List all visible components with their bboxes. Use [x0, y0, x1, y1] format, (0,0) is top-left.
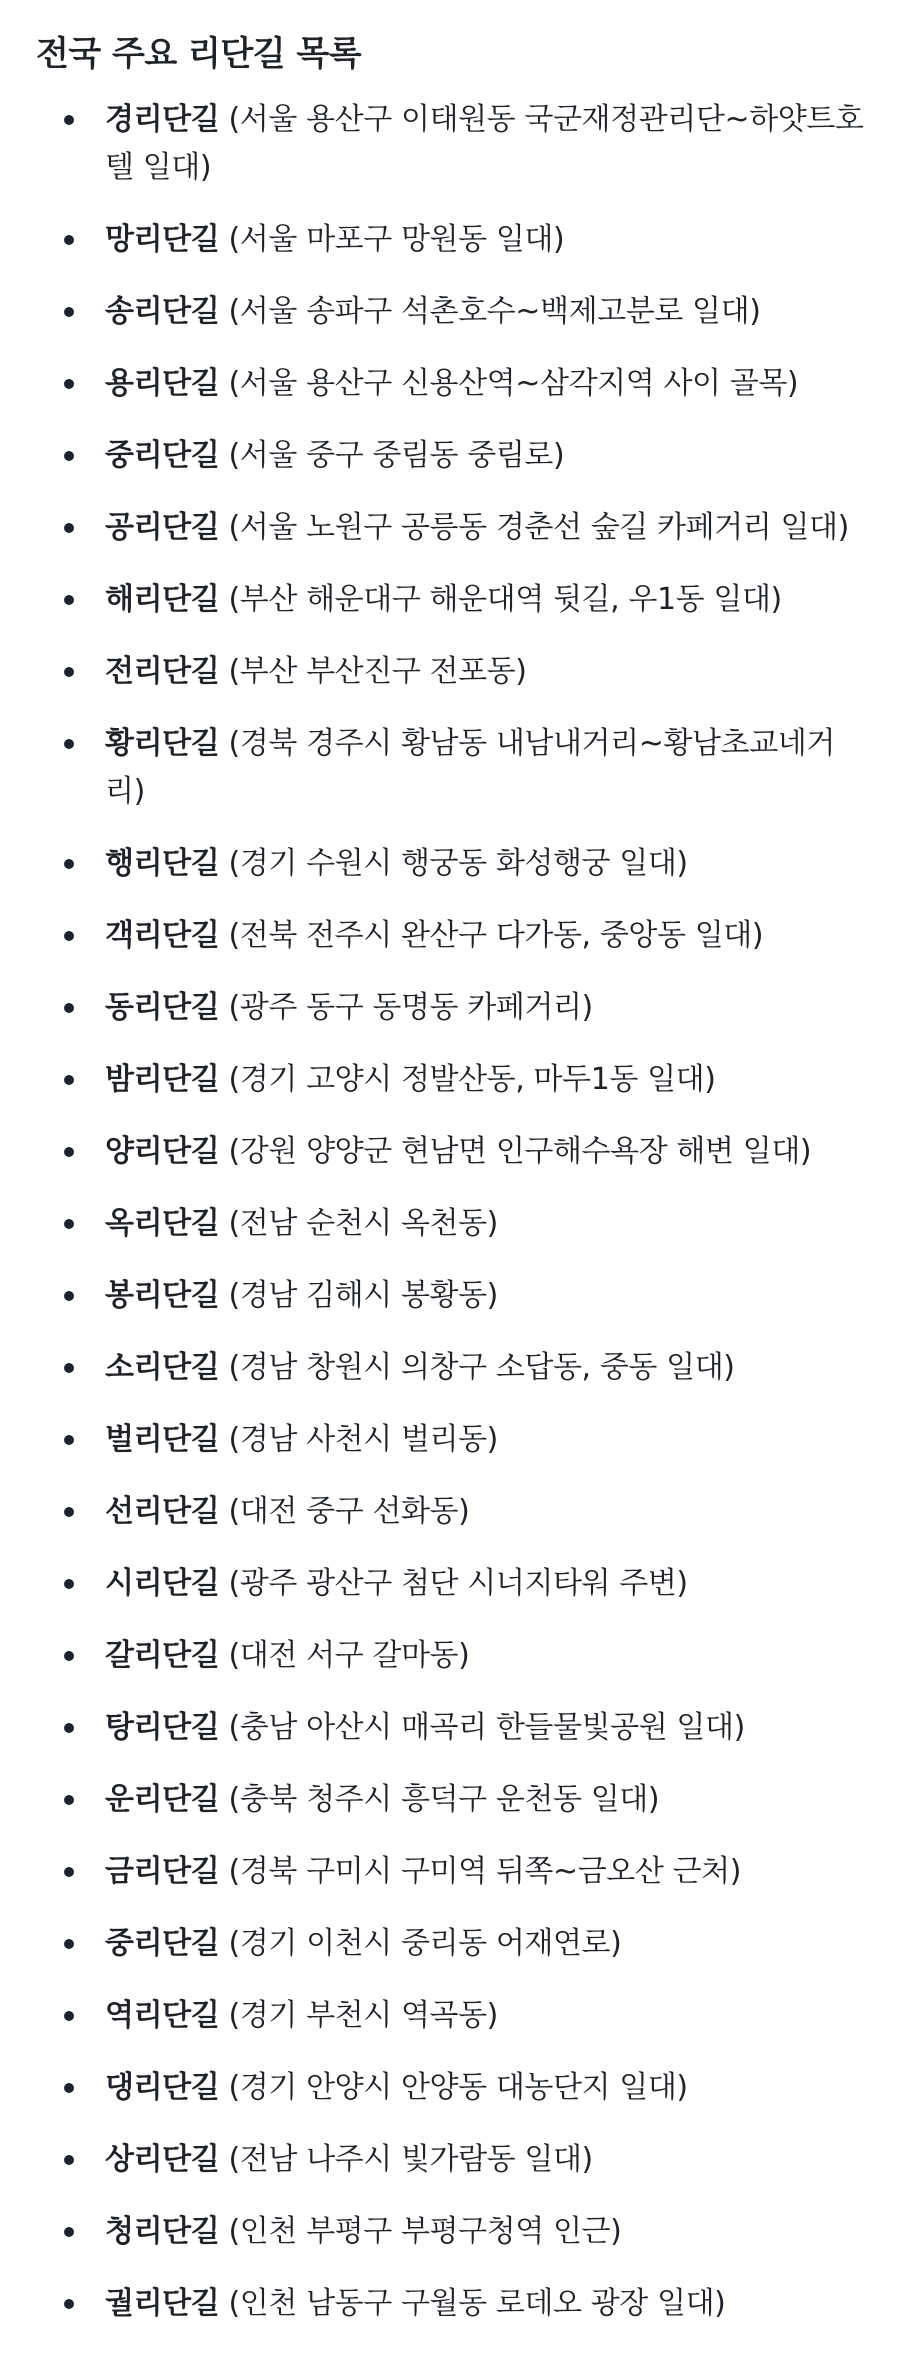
list-item: [36, 1560, 864, 1608]
street-name: 밤리단길: [105, 1062, 220, 1097]
list-item: [36, 1200, 864, 1248]
list-item: [36, 1776, 864, 1824]
list-item: [36, 1416, 864, 1464]
street-name: 궐리단길: [105, 2286, 220, 2321]
street-location: (경북 구미시 구미역 뒤쪽~금오산 근처): [228, 1854, 742, 1889]
street-name: 객리단길: [105, 918, 220, 953]
street-location: (전남 순천시 옥천동): [228, 1206, 498, 1241]
bullet-icon: [64, 2227, 74, 2237]
street-name: 해리단길: [105, 582, 220, 617]
bullet-icon: [64, 1795, 74, 1805]
street-name: 댕리단길: [105, 2070, 220, 2105]
street-location: (충북 청주시 흥덕구 운천동 일대): [228, 1782, 660, 1817]
street-name: 동리단길: [105, 990, 220, 1025]
street-name: 망리단길: [105, 222, 220, 257]
bullet-icon: [64, 739, 74, 749]
bullet-icon: [64, 1075, 74, 1085]
bullet-icon: [64, 2011, 74, 2021]
bullet-icon: [64, 451, 74, 461]
street-location: (부산 부산진구 전포동): [228, 654, 527, 689]
street-location: (경기 수원시 행궁동 화성행궁 일대): [228, 846, 688, 881]
bullet-icon: [64, 1003, 74, 1013]
street-name: 용리단길: [105, 366, 220, 401]
street-location: (경남 창원시 의창구 소답동, 중동 일대): [228, 1350, 735, 1385]
street-location: (서울 중구 중림동 중림로): [228, 438, 565, 473]
street-location: (경기 안양시 안양동 대농단지 일대): [228, 2070, 688, 2105]
street-name: 운리단길: [105, 1782, 220, 1817]
bullet-icon: [64, 1219, 74, 1229]
street-location: (경북 경주시 황남동 내남내거리~황남초교네거리): [105, 726, 835, 809]
list-item: [36, 360, 864, 408]
list-item: [36, 720, 864, 816]
bullet-icon: [64, 115, 74, 125]
street-name: 갈리단길: [105, 1638, 220, 1673]
bullet-icon: [64, 667, 74, 677]
street-name: 역리단길: [105, 1998, 220, 2033]
list-item: [36, 2136, 864, 2184]
list-item: [36, 1128, 864, 1176]
list-item: [36, 216, 864, 264]
list-item: [36, 432, 864, 480]
bullet-icon: [64, 931, 74, 941]
bullet-icon: [64, 523, 74, 533]
street-name: 벌리단길: [105, 1422, 220, 1457]
bullet-icon: [64, 1939, 74, 1949]
bullet-icon: [64, 235, 74, 245]
list-item: [36, 504, 864, 552]
list-item: [36, 1992, 864, 2040]
street-name: 선리단길: [105, 1494, 220, 1529]
bullet-icon: [64, 379, 74, 389]
list-item: [36, 984, 864, 1032]
street-location: (전북 전주시 완산구 다가동, 중앙동 일대): [228, 918, 764, 953]
list-item: [36, 288, 864, 336]
list-item: [36, 576, 864, 624]
list-item: [36, 1272, 864, 1320]
list-item: [36, 2064, 864, 2112]
street-location: (강원 양양군 현남면 인구해수욕장 해변 일대): [228, 1134, 812, 1169]
street-location: (대전 서구 갈마동): [228, 1638, 470, 1673]
bullet-icon: [64, 595, 74, 605]
bullet-icon: [64, 2299, 74, 2309]
bullet-icon: [64, 1723, 74, 1733]
street-location: (인천 부평구 부평구청역 인근): [228, 2214, 622, 2249]
street-location: (광주 동구 동명동 카페거리): [228, 990, 593, 1025]
list-item: [36, 1056, 864, 1104]
bullet-icon: [64, 1651, 74, 1661]
list-item: [36, 1848, 864, 1896]
street-name: 공리단길: [105, 510, 220, 545]
street-name: 탕리단길: [105, 1710, 220, 1745]
street-location: (충남 아산시 매곡리 한들물빛공원 일대): [228, 1710, 745, 1745]
street-location: (서울 노원구 공릉동 경춘선 숲길 카페거리 일대): [228, 510, 849, 545]
list-item: [36, 1920, 864, 1968]
street-location: (서울 용산구 신용산역~삼각지역 사이 골목): [228, 366, 799, 401]
bullet-icon: [64, 307, 74, 317]
street-location: (대전 중구 선화동): [228, 1494, 470, 1529]
street-location: (서울 용산구 이태원동 국군재정관리단~하얏트호텔 일대): [105, 102, 864, 185]
street-name: 상리단길: [105, 2142, 220, 2177]
street-name: 양리단길: [105, 1134, 220, 1169]
street-list: [36, 96, 864, 2328]
bullet-icon: [64, 1363, 74, 1373]
list-item: [36, 2280, 864, 2328]
street-name: 중리단길: [105, 1926, 220, 1961]
street-location: (경기 이천시 중리동 어재연로): [228, 1926, 622, 1961]
street-location: (서울 송파구 석촌호수~백제고분로 일대): [228, 294, 761, 329]
list-item: [36, 912, 864, 960]
list-item: [36, 1632, 864, 1680]
street-name: 경리단길: [105, 102, 220, 137]
bullet-icon: [64, 1507, 74, 1517]
street-location: (경기 부천시 역곡동): [228, 1998, 498, 2033]
street-location: (인천 남동구 구월동 로데오 광장 일대): [228, 2286, 726, 2321]
list-item: [36, 840, 864, 888]
page-title: 전국 주요 리단길 목록: [36, 34, 362, 74]
street-name: 소리단길: [105, 1350, 220, 1385]
street-name: 중리단길: [105, 438, 220, 473]
street-name: 전리단길: [105, 654, 220, 689]
street-name: 황리단길: [105, 726, 220, 761]
street-name: 금리단길: [105, 1854, 220, 1889]
list-item: [36, 1488, 864, 1536]
street-location: (광주 광산구 첨단 시너지타워 주변): [228, 1566, 688, 1601]
street-location: (전남 나주시 빛가람동 일대): [228, 2142, 593, 2177]
street-name: 송리단길: [105, 294, 220, 329]
street-name: 옥리단길: [105, 1206, 220, 1241]
bullet-icon: [64, 1291, 74, 1301]
street-name: 행리단길: [105, 846, 220, 881]
street-location: (서울 마포구 망원동 일대): [228, 222, 565, 257]
list-item: [36, 1344, 864, 1392]
list-item: [36, 1704, 864, 1752]
street-name: 봉리단길: [105, 1278, 220, 1313]
bullet-icon: [64, 1867, 74, 1877]
street-location: (경기 고양시 정발산동, 마두1동 일대): [228, 1062, 716, 1097]
bullet-icon: [64, 2155, 74, 2165]
list-item: [36, 2208, 864, 2256]
bullet-icon: [64, 2083, 74, 2093]
street-location: (경남 김해시 봉황동): [228, 1278, 498, 1313]
list-item: [36, 648, 864, 696]
bullet-icon: [64, 1579, 74, 1589]
street-name: 시리단길: [105, 1566, 220, 1601]
street-location: (부산 해운대구 해운대역 뒷길, 우1동 일대): [228, 582, 782, 617]
street-location: (경남 사천시 벌리동): [228, 1422, 498, 1457]
street-name: 청리단길: [105, 2214, 220, 2249]
bullet-icon: [64, 1435, 74, 1445]
bullet-icon: [64, 1147, 74, 1157]
list-item: [36, 96, 864, 192]
bullet-icon: [64, 859, 74, 869]
